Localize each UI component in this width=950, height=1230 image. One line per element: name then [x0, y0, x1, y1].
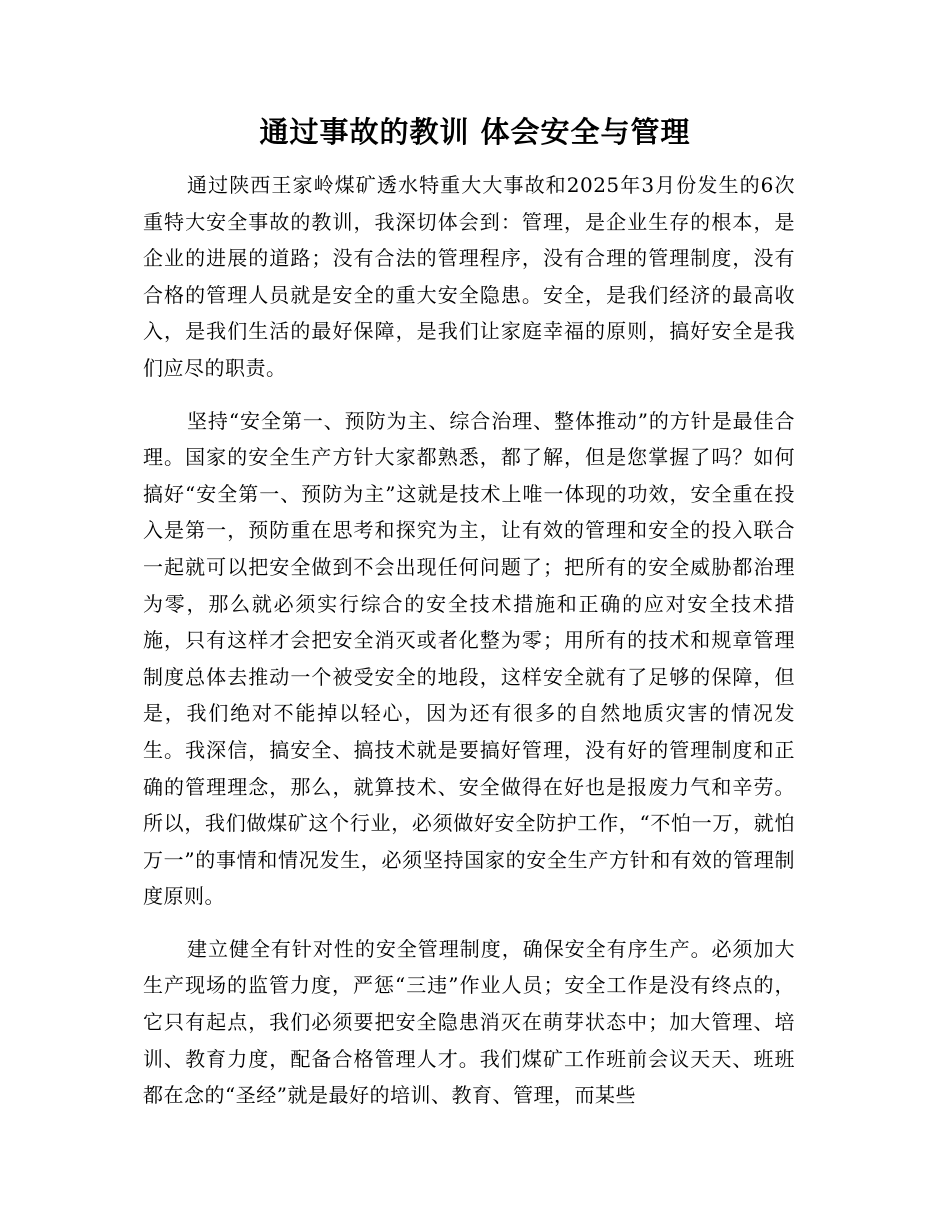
document-title: 通过事故的教训 体会安全与管理 [259, 115, 691, 149]
paragraph: 建立健全有针对性的安全管理制度，确保安全有序生产。必须加大生产现场的监管力度，严惩“三违”作业人员；安全工作是没有终点的，它只有起点，我们必须要把安全隐患消灭在萌芽状态中；加大管理、培训、教育力度，配备合格管理人才。我们煤矿工作班前会议天天、班班都在念的“圣经”就是最好的培训、教育、管理，而某些 [143, 936, 795, 1108]
paragraph: 坚持“安全第一、预防为主、综合治理、整体推动”的方针是最佳合理。国家的安全生产方针大家都熟悉，都了解，但是您掌握了吗？如何搞好“安全第一、预防为主”这就是技术上唯一体现的功效，安全重在投入是第一，预防重在思考和探究为主，让有效的管理和安全的投入联合一起就可以把安全做到不会出现任何问题了；把所有的安全威胁都治理为零，那么就必须实行综合的安全技术措施和正确的应对安全技术措施，只有这样才会把安全消灭或者化整为零；用所有的技术和规章管理制度总体去推动一个被受安全的地段，这样安全就有了足够的保障，但是，我们绝对不能掉以轻心，因为还有很多的自然地质灾害的情况发生。我深信，搞安全、搞技术就是要搞好管理，没有好的管理制度和正确的管理理念，那么，就算技术、安全做得在好也是报废力气和辛劳。所以，我们做煤矿这个行业，必须做好安全防护工作，“不怕一万，就怕万一”的事情和情况发生，必须坚持国家的安全生产方针和有效的管理制度原则。 [143, 408, 795, 909]
document-body [143, 167, 795, 1130]
paragraph: 通过陕西王家岭煤矿透水特重大大事故和2025年3月份发生的6次重特大安全事故的教训，我深切体会到：管理，是企业生存的根本，是企业的进展的道路；没有合法的管理程序，没有合理的管理制度，没有合格的管理人员就是安全的重大安全隐患。安全，是我们经济的最高收入，是我们生活的最好保障，是我们让家庭幸福的原则，搞好安全是我们应尽的职责。 [143, 173, 795, 380]
